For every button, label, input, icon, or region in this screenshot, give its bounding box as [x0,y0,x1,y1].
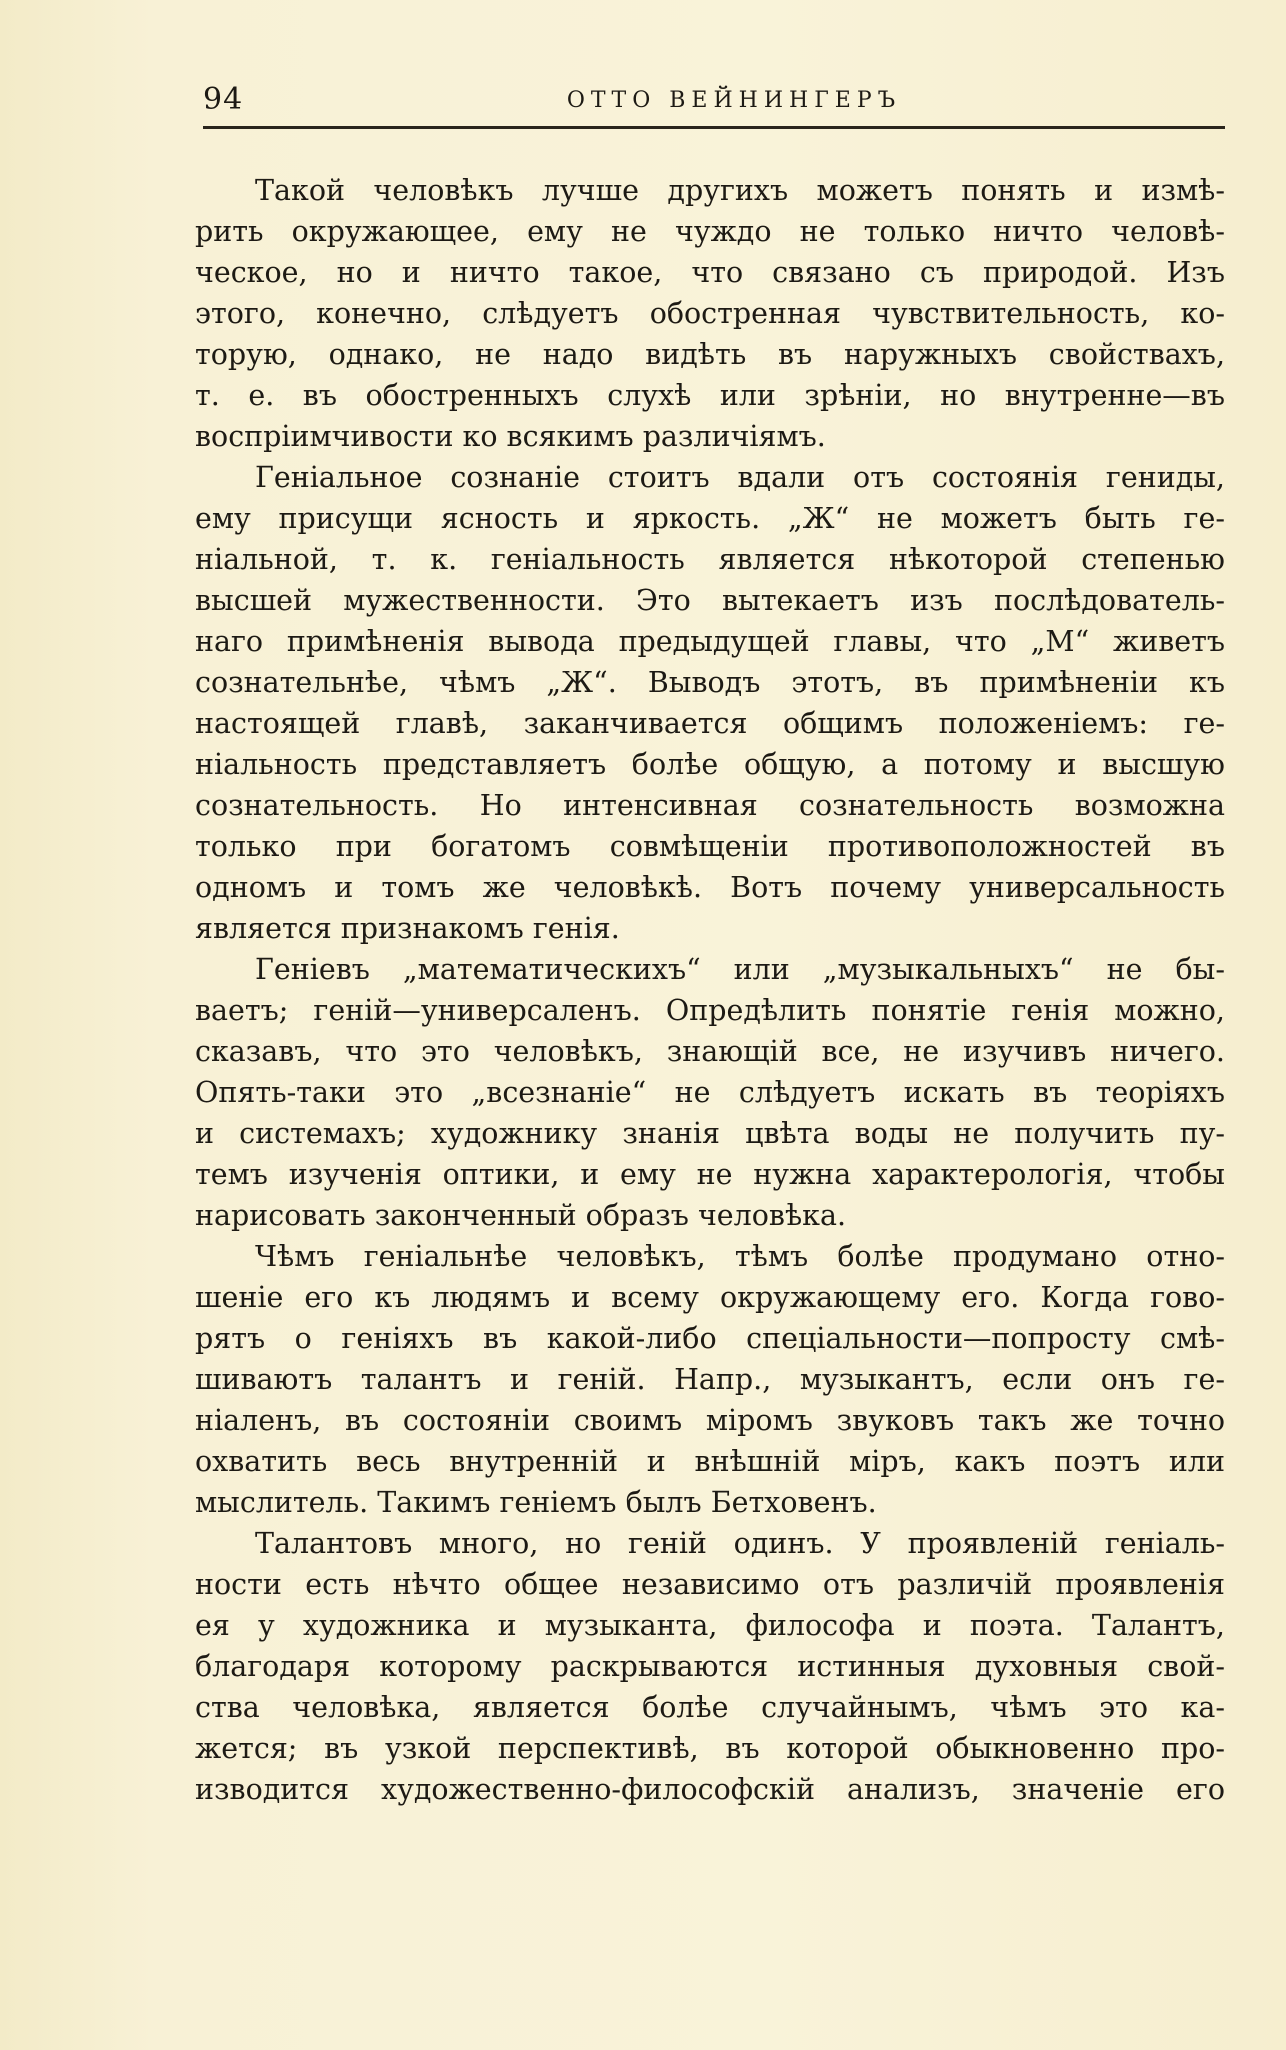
text-line: одномъ и томъ же человѣкѣ. Вотъ почему универсальность [195,871,1225,904]
text-line: изводится художественно-философскій анализъ, значеніе его [195,1773,1225,1806]
page-number: 94 [203,82,244,117]
text-line: сознательность. Но интенсивная сознательность возможна [195,789,1225,822]
text-line: сознательнѣе, чѣмъ „Ж“. Выводъ этотъ, въ примѣненіи къ [195,666,1225,699]
text-line: Талантовъ много, но геній одинъ. У проявленій геніаль- [255,1527,1225,1560]
text-line: только при богатомъ совмѣщеніи противоположностей въ [195,830,1225,863]
text-line: шеніе его къ людямъ и всему окружающему его. Когда гово- [195,1281,1225,1314]
text-line: охватить весь внутренній и внѣшній міръ, какъ поэтъ или [195,1445,1225,1478]
text-line: является признакомъ генія. [195,912,620,945]
body-text [195,170,1225,1810]
text-line: ческое, но и ничто такое, что связано съ природой. Изъ [195,256,1225,289]
text-line: наго примѣненія вывода предыдущей главы, что „М“ живетъ [195,625,1225,658]
text-line: этого, конечно, слѣдуетъ обостренная чувствительность, ко- [195,297,1225,330]
text-line: ства человѣка, является болѣе случайнымъ, чѣмъ это ка- [195,1691,1225,1724]
text-line: т. е. въ обостренныхъ слухѣ или зрѣніи, но внутренне—въ [195,379,1225,412]
text-line: жется; въ узкой перспективѣ, въ которой обыкновенно про- [195,1732,1225,1765]
text-line: ніальность представляетъ болѣе общую, а потому и высшую [195,748,1225,781]
paragraph [195,170,1225,457]
text-line: Геніевъ „математическихъ“ или „музыкальныхъ“ не бы- [255,953,1225,986]
page-header [203,82,1225,122]
text-line: Геніальное сознаніе стоитъ вдали отъ состоянія гениды, [255,461,1225,494]
text-line: Опять-таки это „всезнаніе“ не слѣдуетъ искать въ теоріяхъ [195,1076,1225,1109]
header-rule [203,126,1225,129]
text-line: ніальной, т. к. геніальность является нѣкоторой степенью [195,543,1225,576]
text-line: рить окружающее, ему не чуждо не только ничто человѣ- [195,215,1225,248]
text-line: высшей мужественности. Это вытекаетъ изъ послѣдователь- [195,584,1225,617]
text-line: шиваютъ талантъ и геній. Напр., музыкантъ, если онъ ге- [195,1363,1225,1396]
text-line: Чѣмъ геніальнѣе человѣкъ, тѣмъ болѣе продумано отно- [255,1240,1225,1273]
paragraph [195,1523,1225,1810]
text-line: ніаленъ, въ состояніи своимъ міромъ звуковъ такъ же точно [195,1404,1225,1437]
paragraph [195,1236,1225,1523]
text-line: торую, однако, не надо видѣть въ наружныхъ свойствахъ, [195,338,1225,371]
text-line: настоящей главѣ, заканчивается общимъ положеніемъ: ге- [195,707,1225,740]
paragraph [195,457,1225,949]
paragraph [195,949,1225,1236]
text-line: благодаря которому раскрываются истинныя духовныя свой- [195,1650,1225,1683]
text-line: рятъ о геніяхъ въ какой-либо спеціальности—попросту смѣ- [195,1322,1225,1355]
text-line: воспріимчивости ко всякимъ различіямъ. [195,420,826,453]
text-line: ему присущи ясность и яркость. „Ж“ не можетъ быть ге- [195,502,1225,535]
text-line: Такой человѣкъ лучше другихъ можетъ понять и измѣ- [255,174,1225,207]
text-line: нарисовать законченный образъ человѣка. [195,1199,847,1232]
text-line: мыслитель. Такимъ геніемъ былъ Бетховенъ. [195,1486,877,1519]
text-line: ности есть нѣчто общее независимо отъ различій проявленія [195,1568,1225,1601]
text-line: ваетъ; геній—универсаленъ. Опредѣлить понятіе генія можно, [195,994,1225,1027]
text-line: и системахъ; художнику знанія цвѣта воды не получить пу- [195,1117,1225,1150]
text-line: ея у художника и музыканта, философа и поэта. Талантъ, [195,1609,1225,1642]
running-title: ОТТО ВЕЙНИНГЕРЪ [566,88,902,113]
text-line: сказавъ, что это человѣкъ, знающій все, не изучивъ ничего. [195,1035,1225,1068]
text-line: темъ изученія оптики, и ему не нужна характерологія, чтобы [195,1158,1225,1191]
